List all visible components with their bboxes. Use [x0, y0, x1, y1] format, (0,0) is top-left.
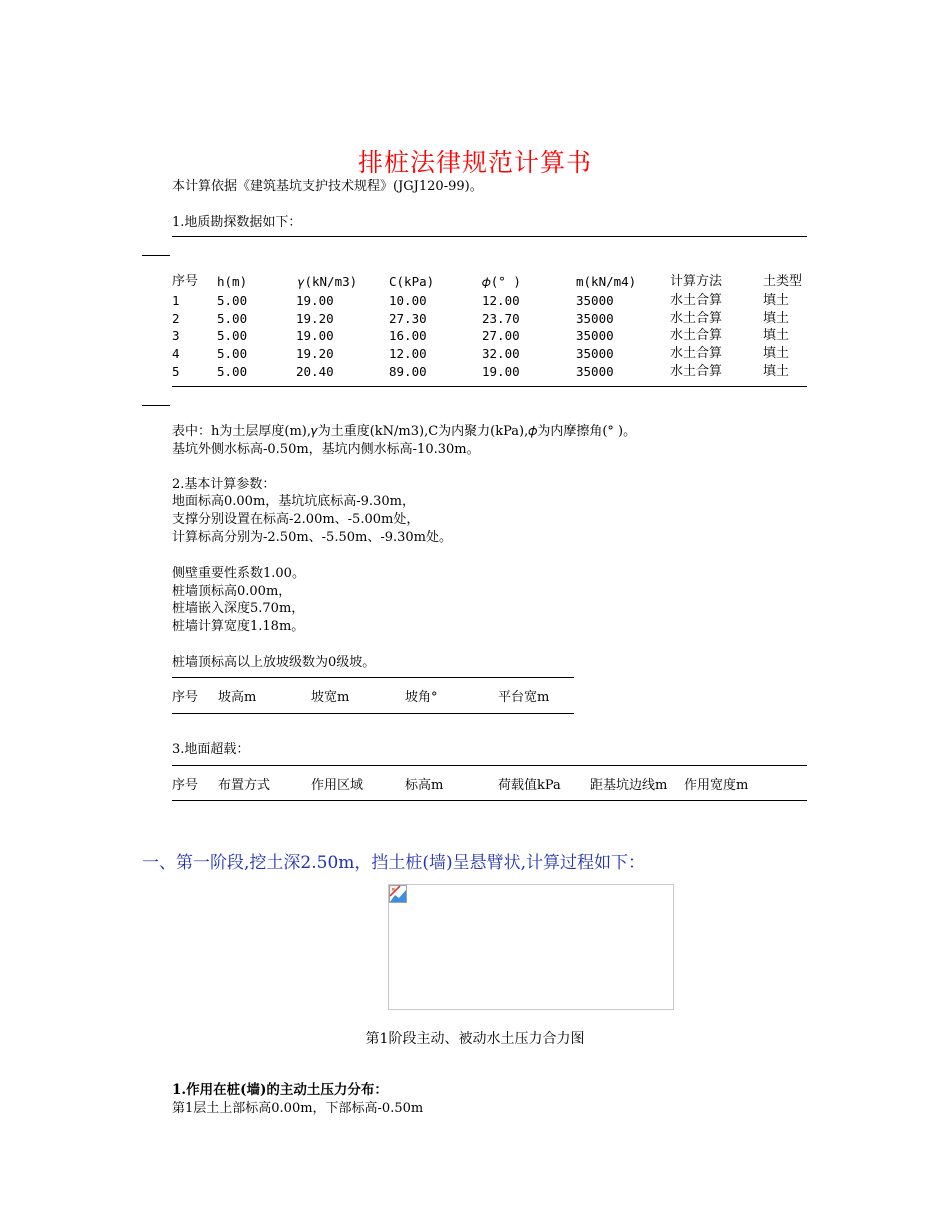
- table-header: 标高m: [405, 778, 444, 793]
- table-cell: 水土合算: [670, 328, 723, 343]
- table-cell: 27.30: [389, 311, 427, 326]
- divider: [172, 236, 807, 237]
- table-cell: 23.70: [482, 311, 520, 326]
- section2-heading: 2.基本计算参数：: [172, 477, 276, 492]
- section1-heading: 1.地质勘探数据如下：: [172, 215, 302, 230]
- divider: [172, 765, 807, 766]
- table-header: 坡角°: [405, 690, 438, 705]
- param-line: 地面标高0.00m，基坑坑底标高-9.30m，: [172, 494, 415, 509]
- table-header: 平台宽m: [498, 690, 550, 705]
- table-header: 序号: [172, 274, 199, 289]
- table-header: h(m): [217, 274, 248, 289]
- table-cell: 水土合算: [670, 293, 723, 308]
- layer-line: 第1层土上部标高0.00m，下部标高-0.50m: [172, 1101, 424, 1116]
- table-cell: 27.00: [482, 328, 520, 343]
- param-line: 支撑分别设置在标高-2.00m、-5.00m处，: [172, 512, 420, 527]
- table-cell: 填土: [763, 311, 790, 326]
- table-cell: 填土: [763, 346, 790, 361]
- param-line: 侧壁重要性系数1.00。: [172, 566, 305, 581]
- table-cell: 填土: [763, 328, 790, 343]
- table-header: 土类型: [763, 274, 803, 289]
- stage-heading: 一、第一阶段,挖土深2.50m，挡土桩(墙)呈悬臂状,计算过程如下：: [142, 853, 646, 873]
- table-cell: 35000: [576, 346, 614, 361]
- table-cell: 5.00: [217, 328, 248, 343]
- table-cell: 水土合算: [670, 364, 723, 379]
- table-header: C(kPa): [389, 274, 435, 289]
- table-cell: 4: [172, 346, 180, 361]
- table-header: 计算方法: [670, 274, 723, 289]
- table-cell: 水土合算: [670, 346, 723, 361]
- divider: [172, 386, 807, 387]
- table-header: 序号: [172, 778, 199, 793]
- table-cell: 填土: [763, 293, 790, 308]
- param-line: 桩墙计算宽度1.18m。: [172, 619, 305, 634]
- table-cell: 35000: [576, 293, 614, 308]
- intro-text: 本计算依据《建筑基坑支护技术规程》(JGJ120-99)。: [172, 179, 483, 194]
- table-cell: 19.00: [296, 293, 334, 308]
- table-header: 距基坑边线m: [590, 778, 668, 793]
- table-cell: 5.00: [217, 293, 248, 308]
- table-cell: 10.00: [389, 293, 427, 308]
- table-cell: 5.00: [217, 364, 248, 379]
- table-header: 坡高m: [218, 690, 257, 705]
- table-header: m(kN/m4): [576, 274, 637, 289]
- table-cell: 35000: [576, 328, 614, 343]
- table-cell: 19.20: [296, 311, 334, 326]
- table-cell: 填土: [763, 364, 790, 379]
- table-cell: 12.00: [389, 346, 427, 361]
- table-cell: 水土合算: [670, 311, 723, 326]
- water-level-note: 基坑外侧水标高-0.50m，基坑内侧水标高-10.30m。: [172, 442, 480, 457]
- document-title: 排桩法律规范计算书: [357, 148, 592, 177]
- section3-heading: 3.地面超载：: [172, 742, 250, 757]
- table-header: 荷载值kPa: [498, 778, 561, 793]
- divider: [142, 255, 170, 256]
- table-cell: 5.00: [217, 311, 248, 326]
- table-cell: 1: [172, 293, 180, 308]
- table-note: 表中：h为土层厚度(m),𝛾为土重度(kN/m3),C为内聚力(kPa),𝜙为内摩擦角(° )。: [172, 424, 637, 439]
- pressure-diagram-placeholder: [388, 884, 674, 1010]
- param-line: 桩墙嵌入深度5.70m，: [172, 601, 305, 616]
- table-cell: 2: [172, 311, 180, 326]
- table-cell: 5.00: [217, 346, 248, 361]
- table-cell: 89.00: [389, 364, 427, 379]
- table-cell: 19.00: [482, 364, 520, 379]
- divider: [142, 405, 170, 406]
- param-line: 桩墙顶标高0.00m，: [172, 584, 292, 599]
- param-line: 桩墙顶标高以上放坡级数为0级坡。: [172, 655, 376, 670]
- table-cell: 35000: [576, 311, 614, 326]
- broken-image-icon: [389, 885, 407, 903]
- table-cell: 19.20: [296, 346, 334, 361]
- table-header: 序号: [172, 690, 199, 705]
- table-cell: 32.00: [482, 346, 520, 361]
- sub-heading: 1.作用在桩(墙)的主动土压力分布：: [172, 1082, 388, 1098]
- table-header: 𝛾(kN/m3): [298, 274, 358, 289]
- divider: [172, 677, 574, 678]
- table-cell: 16.00: [389, 328, 427, 343]
- table-cell: 20.40: [296, 364, 334, 379]
- table-header: 作用区域: [311, 778, 364, 793]
- table-cell: 3: [172, 328, 180, 343]
- table-header: 坡宽m: [311, 690, 350, 705]
- table-header: 布置方式: [218, 778, 271, 793]
- table-header: 作用宽度m: [684, 778, 749, 793]
- figure-caption: 第1阶段主动、被动水土压力合力图: [365, 1031, 585, 1047]
- table-cell: 19.00: [296, 328, 334, 343]
- table-cell: 35000: [576, 364, 614, 379]
- table-cell: 12.00: [482, 293, 520, 308]
- param-line: 计算标高分别为-2.50m、-5.50m、-9.30m处。: [172, 530, 452, 545]
- table-cell: 5: [172, 364, 180, 379]
- table-header: 𝜙(° ): [482, 274, 521, 289]
- divider: [172, 800, 807, 801]
- divider: [172, 713, 574, 714]
